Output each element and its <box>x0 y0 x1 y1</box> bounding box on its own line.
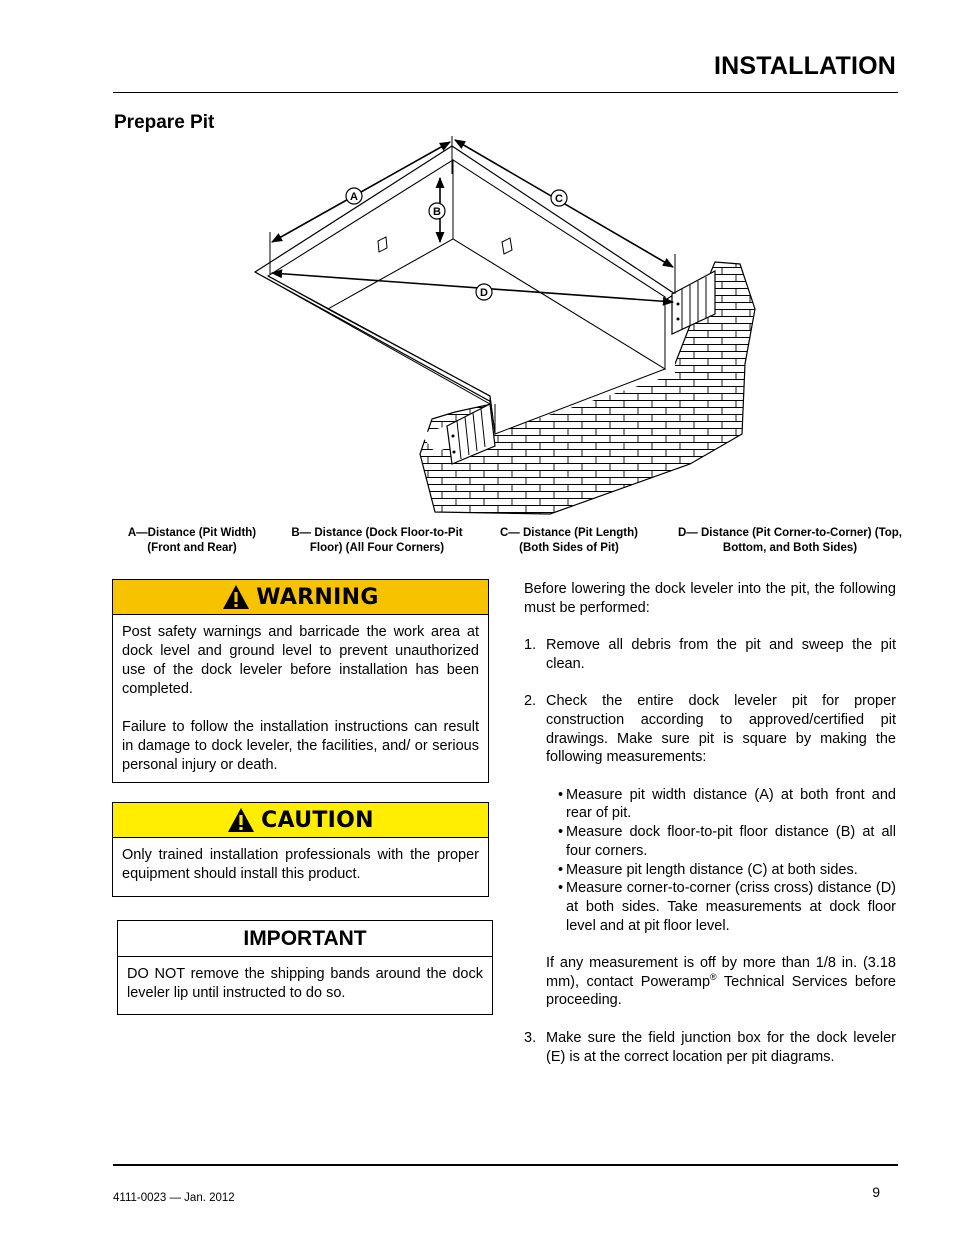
important-box <box>117 920 493 1015</box>
warning-box <box>112 579 489 783</box>
caution-text: Only trained installation professionals with the proper equipment should install this product. <box>122 847 479 882</box>
svg-text:A: A <box>350 191 358 203</box>
list-item: • Measure dock floor-to-pit floor distance (B) at all four corners. <box>558 824 896 859</box>
label-b <box>429 203 445 219</box>
section-title: Prepare Pit <box>114 112 215 133</box>
label-a <box>346 188 362 204</box>
caution-box <box>112 802 489 897</box>
pit-diagram <box>250 134 770 524</box>
pit-illustration <box>250 134 770 524</box>
svg-text:C: C <box>555 193 563 205</box>
warning-triangle-icon <box>222 584 250 610</box>
list-item: • Measure pit length distance (C) at both sides. <box>558 861 858 878</box>
footer-rule <box>113 1164 898 1166</box>
warning-text-1: Post safety warnings and barricade the work area at dock level and ground level to prevent unauthorized use of the dock leveler before installation has been completed. <box>122 624 479 697</box>
caution-banner <box>113 803 488 838</box>
important-label: IMPORTANT <box>118 921 492 957</box>
caution-label: CAUTION <box>261 807 374 833</box>
warning-text-2: Failure to follow the installation instructions can result in damage to dock leveler, the facilities, and/ or serious personal injury or death. <box>122 719 479 773</box>
document-id: 4111-0023 — Jan. 2012 <box>113 1192 235 1204</box>
header-rule <box>113 92 898 93</box>
list-item: • Measure corner-to-corner (criss cross) distance (D) at both sides. Take measurements at dock floor level and at pit floor level. <box>558 880 896 934</box>
important-text: DO NOT remove the shipping bands around the dock leveler lip until instructed to do so. <box>127 966 483 1001</box>
label-d <box>476 284 492 300</box>
caption-a: A—Distance (Pit Width) (Front and Rear) <box>127 527 257 554</box>
warning-banner <box>113 580 488 615</box>
step-1: 1. Remove all debris from the pit and sweep the pit clean. <box>524 637 896 672</box>
step-2: 2. Check the entire dock leveler pit for proper construction according to approved/certified pit drawings. Make sure pit is square by making the following measurements: <box>524 693 896 766</box>
caption-c: C— Distance (Pit Length) (Both Sides of Pit) <box>499 527 638 554</box>
caption-b: B— Distance (Dock Floor-to-Pit Floor) (All Four Corners) <box>291 527 463 554</box>
page-number: 9 <box>872 1184 880 1200</box>
page-header-title: INSTALLATION <box>713 52 896 80</box>
instructions-intro: Before lowering the dock leveler into the pit, the following must be performed: <box>524 581 896 616</box>
step-3: 3. Make sure the field junction box for the dock leveler (E) is at the correct location per pit diagrams. <box>524 1029 896 1065</box>
instructions-column <box>524 580 896 1066</box>
warning-label: WARNING <box>256 584 379 610</box>
caption-d: D— Distance (Pit Corner-to-Corner) (Top, Bottom, and Both Sides) <box>677 527 903 554</box>
label-c <box>551 190 567 206</box>
measurement-list <box>524 786 896 936</box>
list-item: • Measure pit width distance (A) at both front and rear of pit. <box>558 786 896 822</box>
tolerance-note: If any measurement is off by more than 1/8 in. (3.18 mm), contact Poweramp® Technical Services before proceeding. <box>546 955 896 1009</box>
svg-text:B: B <box>433 206 441 218</box>
caution-triangle-icon <box>227 807 255 833</box>
svg-text:D: D <box>480 287 488 299</box>
